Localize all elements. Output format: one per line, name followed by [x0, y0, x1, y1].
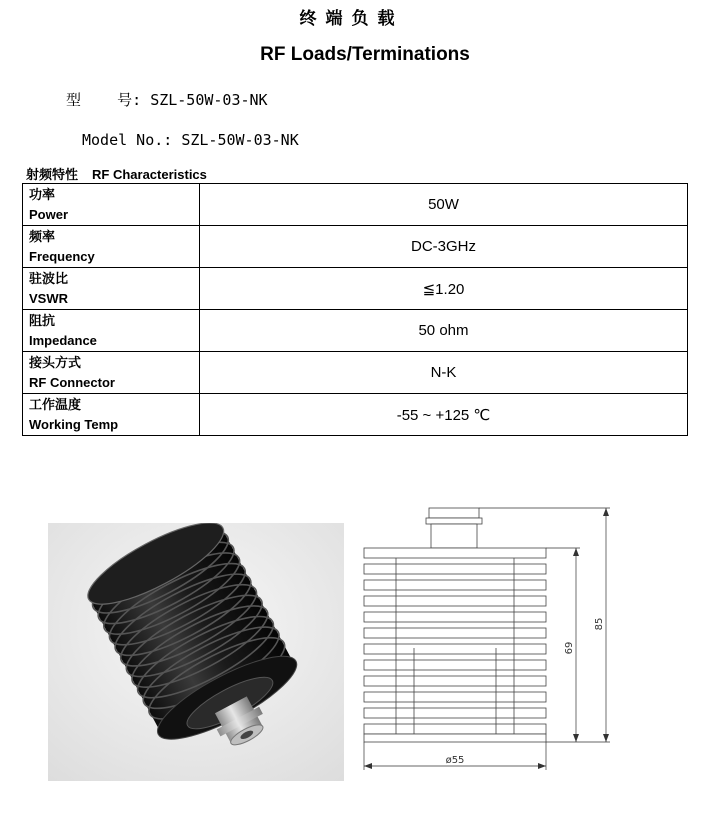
model-number-chinese	[66, 89, 268, 110]
model-value-cn: SZL-50W-03-NK	[150, 91, 268, 109]
spec-label-cn: 阻抗	[29, 313, 56, 329]
spec-value: N-K	[200, 352, 688, 394]
table-row	[23, 310, 688, 352]
title-english: RF Loads/Terminations	[260, 44, 470, 65]
spec-label-en: RF Connector	[29, 374, 115, 390]
spec-value: DC-3GHz	[200, 226, 688, 268]
section-title-cn: 射频特性	[26, 168, 79, 183]
spec-label	[23, 184, 200, 226]
product-photo	[48, 523, 344, 781]
spec-label-cn: 驻波比	[29, 271, 69, 287]
table-row	[23, 184, 688, 226]
spec-label	[23, 268, 200, 310]
dimension-diameter: ø55	[445, 755, 465, 766]
dimension-total-height: 85	[594, 617, 605, 631]
table-row	[23, 394, 688, 436]
spec-label-en: VSWR	[29, 290, 68, 306]
spec-label	[23, 226, 200, 268]
table-row	[23, 226, 688, 268]
spec-label-en: Power	[29, 206, 69, 222]
spec-label	[23, 310, 200, 352]
spec-label-en: Impedance	[29, 332, 97, 348]
model-value-en: SZL-50W-03-NK	[181, 131, 299, 149]
spec-label-cn: 工作温度	[29, 397, 82, 413]
rf-characteristics-table	[22, 183, 688, 436]
spec-label-cn: 接头方式	[29, 355, 82, 371]
model-label-en: Model No.:	[82, 131, 173, 149]
dimension-body-height: 69	[564, 641, 575, 655]
spec-label	[23, 394, 200, 436]
spec-label-cn: 功率	[29, 187, 56, 203]
spec-label	[23, 352, 200, 394]
spec-value: -55 ~ +125 ℃	[200, 394, 688, 436]
section-title-en: RF Characteristics	[92, 167, 207, 182]
spec-label-cn: 频率	[29, 229, 56, 245]
table-row	[23, 268, 688, 310]
spec-value: 50 ohm	[200, 310, 688, 352]
title-chinese: 终端负载	[299, 9, 404, 29]
model-number-english	[82, 131, 299, 149]
section-title	[26, 164, 207, 183]
spec-label-en: Working Temp	[29, 416, 119, 432]
spec-value: ≦1.20	[200, 268, 688, 310]
table-row	[23, 352, 688, 394]
dimension-drawing	[358, 498, 620, 776]
model-label-cn: 型 号:	[66, 91, 142, 109]
spec-value: 50W	[200, 184, 688, 226]
spec-label-en: Frequency	[29, 248, 95, 264]
